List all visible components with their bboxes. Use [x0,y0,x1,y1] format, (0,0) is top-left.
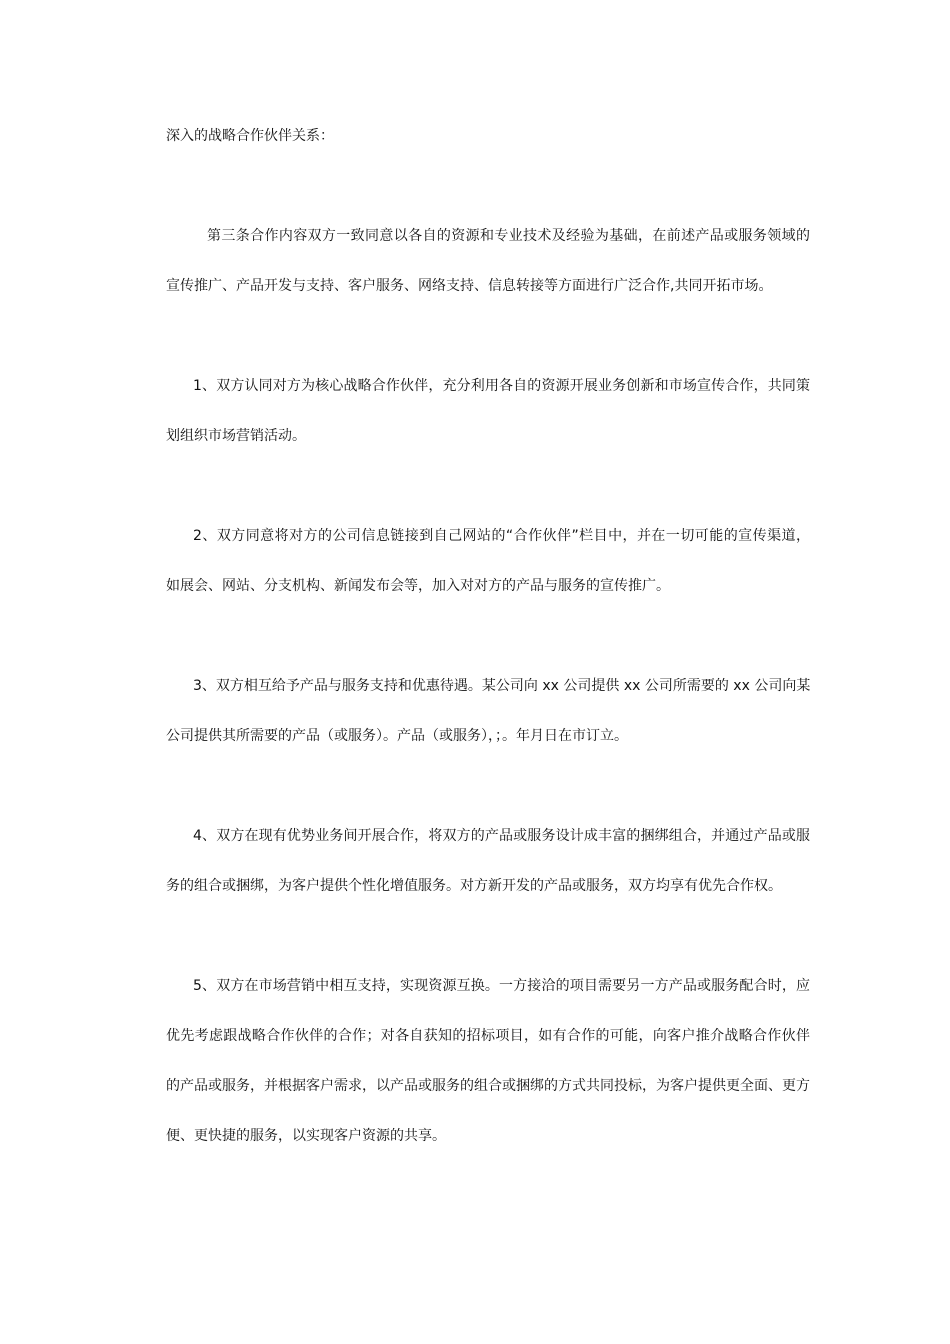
item-5-line-3: 的产品或服务，并根据客户需求，以产品或服务的组合或捆绑的方式共同投标，为客户提供更全面、更方 [166,1078,810,1094]
item-2-line-2: 如展会、网站、分支机构、新闻发布会等，加入对对方的产品与服务的宣传推广。 [166,578,670,594]
item-5-line-1: 5、双方在市场营销中相互支持，实现资源互换。一方接洽的项目需要另一方产品或服务配合时，应 [193,978,810,994]
article3-line-1: 第三条合作内容双方一致同意以各自的资源和专业技术及经验为基础，在前述产品或服务领域的 [207,228,810,244]
item-3-line-1: 3、双方相互给予产品与服务支持和优惠待遇。某公司向 xx 公司提供 xx 公司所需要的 xx 公司向某 [193,678,810,694]
item-3-line-2: 公司提供其所需要的产品（或服务）。产品（或服务），；。年月日在市订立。 [166,728,628,744]
article3-line-2: 宣传推广、产品开发与支持、客户服务、网络支持、信息转接等方面进行广泛合作,共同开拓市场。 [166,278,773,294]
item-5-line-2: 优先考虑跟战略合作伙伴的合作；对各自获知的招标项目，如有合作的可能，向客户推介战略合作伙伴 [166,1028,810,1044]
item-2-line-1: 2、双方同意将对方的公司信息链接到自己网站的“合作伙伴”栏目中，并在一切可能的宣传渠道， [193,528,810,544]
item-4-line-2: 务的组合或捆绑，为客户提供个性化增值服务。对方新开发的产品或服务，双方均享有优先合作权。 [166,878,782,894]
item-4-line-1: 4、双方在现有优势业务间开展合作，将双方的产品或服务设计成丰富的捆绑组合，并通过产品或服 [193,828,810,844]
item-1-line-1: 1、双方认同对方为核心战略合作伙伴，充分利用各自的资源开展业务创新和市场宣传合作，共同策 [193,378,810,394]
item-5-line-4: 便、更快捷的服务，以实现客户资源的共享。 [166,1128,446,1144]
intro-text: 深入的战略合作伙伴关系： [166,128,334,144]
item-1-line-2: 划组织市场营销活动。 [166,428,306,444]
